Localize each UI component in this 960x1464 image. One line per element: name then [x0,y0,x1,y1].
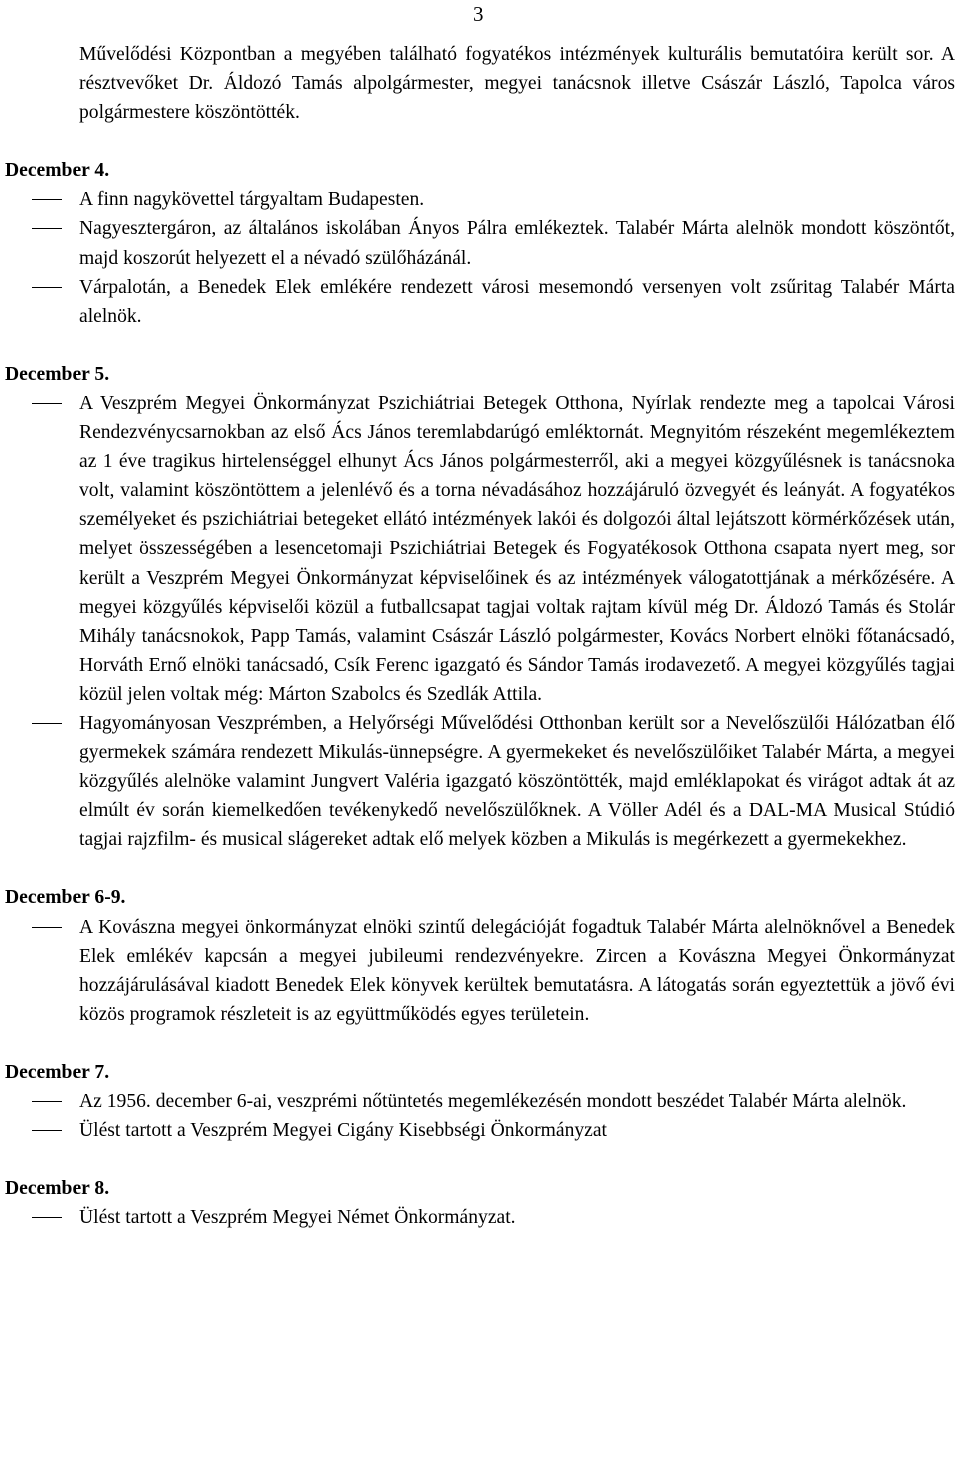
dash-bullet-icon [32,199,62,200]
list-item: Az 1956. december 6-ai, veszprémi nőtüntetés megemlékezésén mondott beszédet Talabér Márta alelnök. [5,1087,955,1116]
list-item: A Veszprém Megyei Önkormányzat Pszichiátriai Betegek Otthona, Nyírlak rendezte meg a tapolcai Városi Rendezvénycsarnokban az első Ács János teremlabdarúgó emléktornát. Megnyitóm részeként megemlékeztem az 1 éve tragikus hirtelenséggel elhunyt Ács János polgármesterről, aki a megyei közgyűlésnek is tanácsnoka volt, valamint köszöntöttem a jelenlévő és a torna névadásához hozzájáruló özvegyét és leányát. A fogyatékos személyeket és pszichiátriai betegeket ellátó intézmények lakói és dolgozói által lejátszott körmérkőzések után, melyet összességében a lesencetomaji Pszichiátriai Betegek és Fogyatékosok Otthona csapata nyert meg, sor került a Veszprém Megyei Önkormányzat képviselőinek és az intézmények válogatottjának a mérkőzésére. A megyei közgyűlés képviselői közül a futballcsapat tagjai voltak rajtam kívül még Dr. Áldozó Tamás és Stolár Mihály tanácsnokok, Papp Tamás, valamint Császár László polgármester, Kovács Norbert elnöki főtanácsadó, Horváth Ernő elnöki tanácsadó, Csík Ferenc igazgató és Sándor Tamás irodavezető. A megyei közgyűlés tagjai közül jelen voltak még: Márton Szabolcs és Szedlák Attila. [5,389,955,709]
dash-bullet-icon [32,228,62,229]
section-december-4 [5,156,955,331]
page-number: 3 [473,2,484,26]
intro-paragraph: Művelődési Központban a megyében található fogyatékos intézmények kulturális bemutatóira került sor. A résztvevőket Dr. Áldozó Tamás alpolgármester, megyei tanácsnok illetve Császár László, Tapolca város polgármestere köszöntötték. [79,44,955,124]
list-item: A Kovászna megyei önkormányzat elnöki szintű delegációját fogadtuk Talabér Márta alelnöknővel a Benedek Elek emlékév kapcsán a megyei jubileumi rendezvényekre. Zircen a Kovászna Megyei Önkormányzat hozzájárulásával kiadott Benedek Elek könyvek kerültek bemutatásra. A látogatás során egyeztettük a jövő évi közös programok részleteit is az együttműködés egyes területein. [5,913,955,1029]
document-body [5,40,955,1232]
section-date: December 4. [5,160,110,182]
dash-bullet-icon [32,927,62,928]
dash-bullet-icon [32,287,62,288]
dash-bullet-icon [32,403,62,404]
section-december-8 [5,1174,955,1232]
list-item: Várpalotán, a Benedek Elek emlékére rendezett városi mesemondó versenyen volt zsűritag Talabér Márta alelnök. [5,273,955,331]
dash-bullet-icon [32,1130,62,1131]
dash-bullet-icon [32,1101,62,1102]
list-item: Ülést tartott a Veszprém Megyei Cigány Kisebbségi Önkormányzat [5,1116,955,1145]
section-date: December 8. [5,1178,110,1200]
list-item: Nagyesztergáron, az általános iskolában Ányos Pálra emlékeztek. Talabér Márta alelnök mondott köszöntőt, majd koszorút helyezett el a névadó szülőházánál. [5,214,955,272]
dash-bullet-icon [32,1217,62,1218]
dash-bullet-icon [32,723,62,724]
list-item: Hagyományosan Veszprémben, a Helyőrségi Művelődési Otthonban került sor a Nevelőszülői Hálózatban élő gyermekek számára rendezett Mikulás-ünnepségre. A gyermekeket és nevelőszülőiket Talabér Márta, a megyei közgyűlés alelnöke valamint Jungvert Valéria igazgató köszöntötték, majd emléklapokat és virágot adtak át az elmúlt év során kiemelkedően tevékenykedő nevelőszülőknek. A Völler Adél és a DAL-MA Musical Stúdió tagjai rajzfilm- és musical slágereket adtak elő melyek közben a Mikulás is megérkezett a gyermekekhez. [5,709,955,854]
list-item: Ülést tartott a Veszprém Megyei Német Önkormányzat. [5,1203,955,1232]
section-date: December 6-9. [5,887,126,909]
section-december-7 [5,1058,955,1145]
section-december-5 [5,360,955,855]
list-item: A finn nagykövettel tárgyaltam Budapesten. [5,185,955,214]
section-december-6-9 [5,883,955,1028]
section-date: December 7. [5,1061,110,1083]
section-date: December 5. [5,363,110,385]
